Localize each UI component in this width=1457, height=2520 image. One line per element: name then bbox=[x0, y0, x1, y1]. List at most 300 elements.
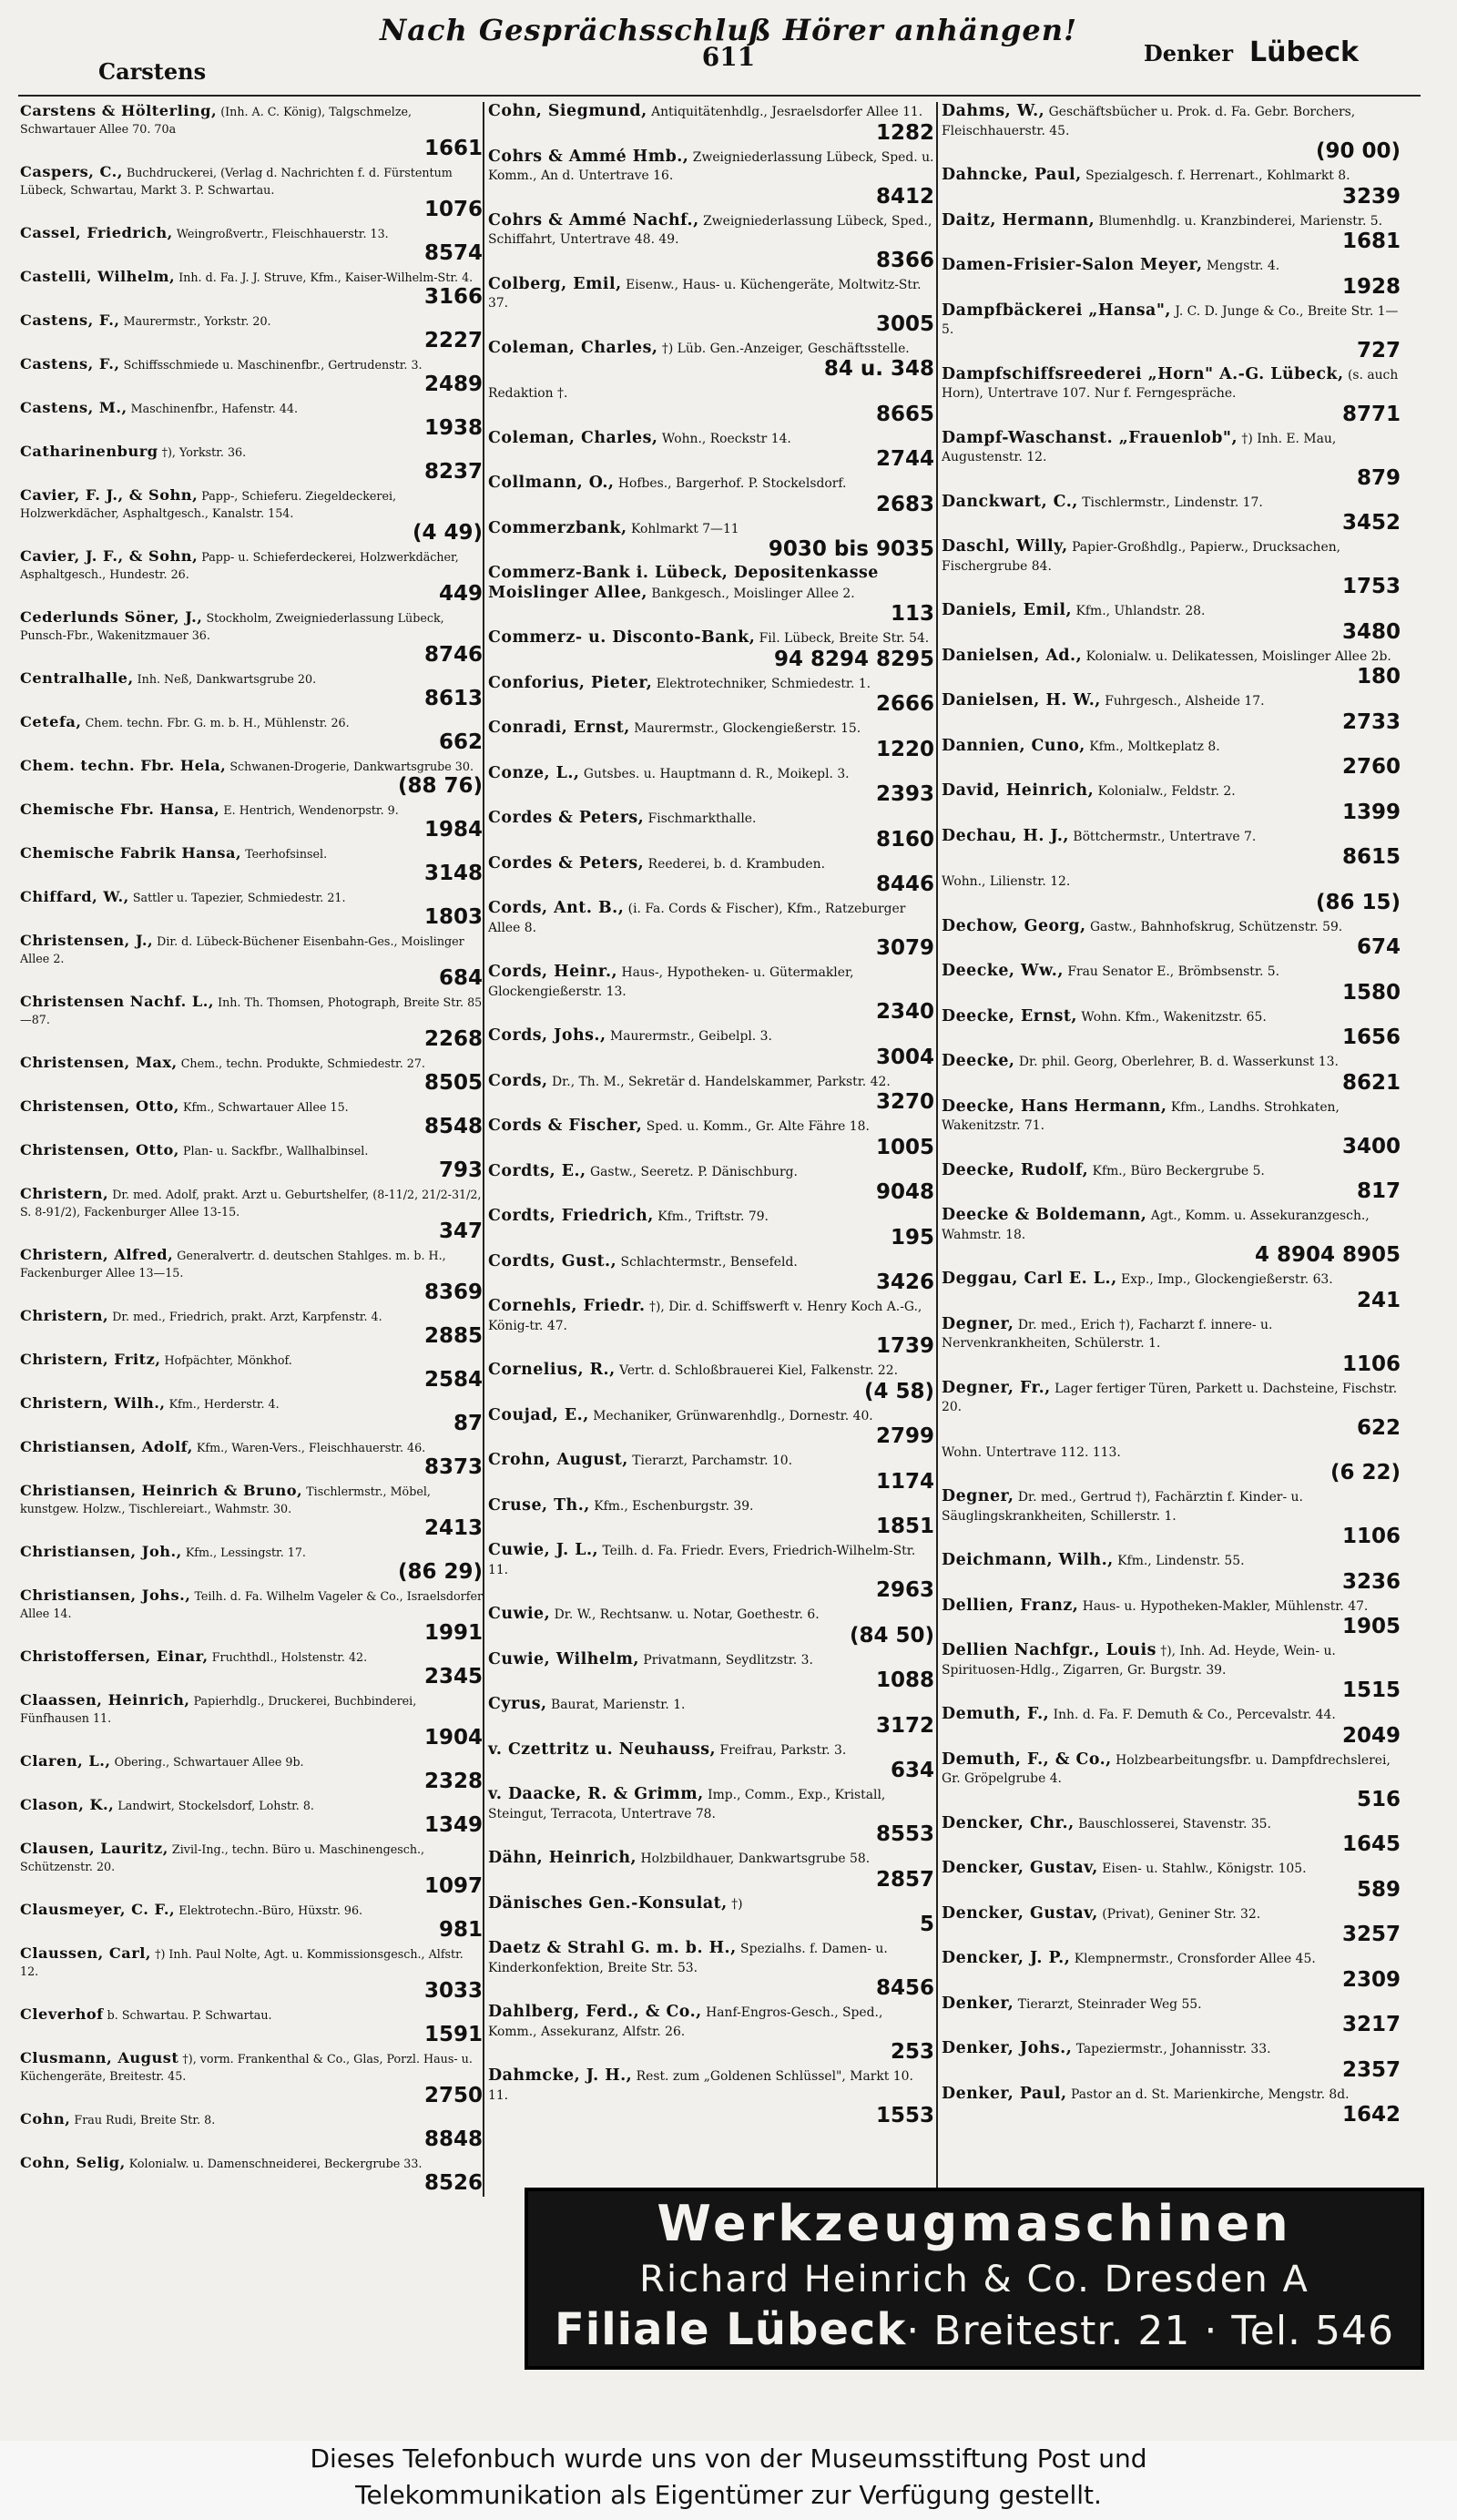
entry-details: Spezialhs. f. Damen- u. Kinderkonfektion, Breite Str. 53. bbox=[488, 1942, 888, 1975]
entry-phone-number: 662 bbox=[438, 730, 483, 754]
entry-details: Elektrotechn.-Büro, Hüxstr. 96. bbox=[178, 1903, 363, 1917]
entry-details: (Privat), Geniner Str. 32. bbox=[1102, 1906, 1261, 1922]
entry-details: Fruchthdl., Holstenstr. 42. bbox=[211, 1650, 368, 1664]
entry-phone-number: 2413 bbox=[423, 1516, 483, 1540]
entry-phone-number: 2227 bbox=[423, 329, 483, 352]
entry-details: Inh. d. Fa. J. J. Struve, Kfm., Kaiser-Wilhelm-Str. 4. bbox=[178, 270, 474, 284]
entry-name: Dampfbäckerei „Hansa", bbox=[942, 301, 1171, 320]
directory-entry bbox=[20, 1901, 483, 1941]
directory-entry bbox=[488, 764, 934, 806]
entry-phone-number: 8456 bbox=[875, 1976, 934, 2000]
entry-name: Cavier, F. J., & Sohn, bbox=[20, 486, 199, 504]
entry-phone-number: 817 bbox=[1356, 1179, 1401, 1203]
entry-name: David, Heinrich, bbox=[942, 781, 1095, 800]
entry-name: Coleman, Charles, bbox=[488, 338, 658, 357]
entry-name: Collmann, O., bbox=[488, 474, 615, 492]
directory-entry bbox=[942, 1705, 1401, 1747]
entry-name: Deecke, Rudolf, bbox=[942, 1160, 1089, 1179]
entry-phone-number: 1553 bbox=[875, 2104, 934, 2127]
entry-phone-number: 3166 bbox=[423, 285, 483, 309]
entry-details: Sattler u. Tapezier, Schmiedestr. 21. bbox=[132, 891, 346, 904]
entry-details: Blumenhdlg. u. Kranzbinderei, Marienstr. 5. bbox=[1098, 213, 1383, 229]
directory-entry bbox=[942, 2085, 1401, 2127]
entry-details: Kfm., Lessingstr. 17. bbox=[185, 1546, 306, 1559]
entry-phone-number: 8446 bbox=[875, 872, 934, 896]
directory-entry bbox=[20, 1543, 483, 1583]
entry-name: Cuwie, Wilhelm, bbox=[488, 1649, 639, 1668]
entry-details: b. Schwartau. P. Schwartau. bbox=[107, 2008, 272, 2022]
entry-name: Cords, Heinr., bbox=[488, 963, 618, 981]
entry-phone-number: 8621 bbox=[1341, 1070, 1401, 1095]
entry-name: Deecke & Boldemann, bbox=[942, 1206, 1147, 1224]
entry-name: Dahncke, Paul, bbox=[942, 166, 1082, 184]
entry-phone-number: (86 15) bbox=[1315, 890, 1401, 914]
entry-name: Demuth, F., & Co., bbox=[942, 1750, 1112, 1769]
entry-name: Commerz- u. Disconto-Bank, bbox=[488, 628, 756, 647]
entry-details: Buchdruckerei, (Verlag d. Nachrichten f. d. Fürstentum Lübeck, Schwartau, Markt 3. P. Schwartau. bbox=[20, 166, 453, 197]
entry-details: Schlachtermstr., Bensefeld. bbox=[620, 1254, 798, 1270]
entry-details: Gastw., Seeretz. P. Dänischburg. bbox=[589, 1164, 798, 1179]
entry-name: Christensen, Otto, bbox=[20, 1141, 179, 1158]
entry-details: Teerhofsinsel. bbox=[245, 847, 328, 861]
entry-phone-number: 347 bbox=[438, 1219, 483, 1243]
entry-details: Reederei, b. d. Krambuden. bbox=[647, 856, 826, 872]
entry-phone-number: 8553 bbox=[875, 1822, 934, 1846]
entry-details: Dr. med., Friedrich, prakt. Arzt, Karpfenstr. 4. bbox=[112, 1310, 382, 1323]
directory-entry bbox=[488, 275, 934, 335]
entry-phone-number: 1681 bbox=[1341, 230, 1401, 253]
entry-details: †), Yorkstr. 36. bbox=[161, 445, 247, 459]
entry-details: Imp., Comm., Exp., Kristall, Steingut, Terracota, Untertrave 78. bbox=[488, 1788, 886, 1821]
entry-details: Tischlermstr., Lindenstr. 17. bbox=[1082, 495, 1263, 510]
entry-name: Castens, M., bbox=[20, 399, 127, 416]
directory-entry bbox=[20, 2049, 483, 2107]
directory-entry bbox=[488, 2066, 934, 2127]
directory-entry bbox=[20, 757, 483, 797]
footer-line-1: Dieses Telefonbuch wurde uns von der Museumsstiftung Post und bbox=[310, 2443, 1147, 2474]
entry-phone-number: 3079 bbox=[875, 936, 934, 960]
entry-name: Coujad, E., bbox=[488, 1405, 589, 1424]
entry-name: v. Czettritz u. Neuhauss, bbox=[488, 1740, 717, 1759]
entry-phone-number: 1349 bbox=[423, 1813, 483, 1837]
entry-name: Crohn, August, bbox=[488, 1451, 628, 1469]
entry-details: Lager fertiger Türen, Parkett u. Dachsteine, Fischstr. 20. bbox=[942, 1381, 1398, 1414]
entry-phone-number: 241 bbox=[1356, 1288, 1401, 1312]
directory-entry bbox=[20, 311, 483, 352]
entry-phone-number: 1984 bbox=[423, 818, 483, 842]
entry-phone-number: (6 22) bbox=[1330, 1461, 1401, 1484]
directory-entry bbox=[488, 564, 934, 625]
entry-details: Kolonialw. u. Damenschneiderei, Beckergrube 33. bbox=[128, 2157, 423, 2170]
column-divider bbox=[936, 102, 938, 2188]
entry-name: Cohn, Siegmund, bbox=[488, 102, 647, 120]
entry-name: Cassel, Friedrich, bbox=[20, 224, 173, 241]
entry-name: Cordts, Friedrich, bbox=[488, 1207, 654, 1225]
entry-details: Hofpächter, Mönkhof. bbox=[164, 1353, 292, 1367]
entry-name: Cords, Johs., bbox=[488, 1026, 606, 1045]
entry-name: Commerzbank, bbox=[488, 518, 627, 537]
directory-entry bbox=[20, 2005, 483, 2046]
entry-phone-number: 2328 bbox=[423, 1770, 483, 1793]
entry-phone-number: 8366 bbox=[875, 248, 934, 272]
entry-phone-number: 3452 bbox=[1341, 511, 1401, 535]
entry-phone-number: 879 bbox=[1356, 465, 1401, 490]
directory-entry bbox=[942, 1904, 1401, 1946]
directory-entry bbox=[942, 962, 1401, 1004]
entry-details: Dr. med., Gertrud †), Fachärztin f. Kinder- u. Säuglingskrankheiten, Schillerstr. 1. bbox=[942, 1490, 1303, 1524]
entry-name: Chemische Fabrik Hansa, bbox=[20, 844, 242, 862]
directory-entry bbox=[488, 963, 934, 1023]
directory-entry bbox=[942, 1814, 1401, 1856]
entry-details: Fil. Lübeck, Breite Str. 54. bbox=[759, 631, 930, 646]
entry-name: Cords & Fischer, bbox=[488, 1117, 643, 1135]
entry-phone-number: 8548 bbox=[423, 1115, 483, 1138]
directory-entry bbox=[488, 1406, 934, 1448]
entry-details: Eisenw., Haus- u. Küchengeräte, Moltwitz-Str. 37. bbox=[488, 277, 922, 311]
entry-name: Dänisches Gen.-Konsulat, bbox=[488, 1893, 728, 1913]
entry-details: Kolonialw. u. Delikatessen, Moislinger Allee 2b. bbox=[1085, 648, 1391, 664]
entry-phone-number: 9030 bis 9035 bbox=[768, 537, 934, 561]
entry-phone-number: 3257 bbox=[1341, 1923, 1401, 1946]
entry-name: Clason, K., bbox=[20, 1796, 115, 1813]
entry-details: Papp- u. Schieferdeckerei, Holzwerkdächer, Asphaltgesch., Hundestr. 26. bbox=[20, 550, 459, 581]
entry-phone-number: 8574 bbox=[423, 241, 483, 265]
entry-name: Clausen, Lauritz, bbox=[20, 1840, 168, 1857]
entry-phone-number: 3480 bbox=[1341, 619, 1401, 644]
entry-details: Rest. zum „Goldenen Schlüssel", Markt 10. 11. bbox=[488, 2069, 913, 2103]
entry-phone-number: 684 bbox=[438, 966, 483, 990]
entry-details: Teilh. d. Fa. Wilhelm Vageler & Co., Israelsdorfer Allee 14. bbox=[20, 1589, 484, 1620]
directory-entry bbox=[20, 1054, 483, 1094]
entry-details: Maurermstr., Geibelpl. 3. bbox=[609, 1029, 772, 1044]
entry-phone-number: 1991 bbox=[423, 1621, 483, 1645]
entry-details: Dr. W., Rechtsanw. u. Notar, Goethestr. 6. bbox=[554, 1607, 820, 1622]
ad-branch bbox=[528, 2304, 1421, 2355]
header-city: Lübeck bbox=[1248, 36, 1359, 68]
entry-phone-number: 981 bbox=[438, 1918, 483, 1942]
entry-name: Cordts, Gust., bbox=[488, 1251, 617, 1270]
entry-details: Wohn., Roeckstr 14. bbox=[661, 431, 791, 446]
entry-phone-number: 1739 bbox=[875, 1334, 934, 1358]
directory-entry bbox=[942, 1487, 1401, 1547]
entry-phone-number: 3426 bbox=[875, 1270, 934, 1294]
entry-phone-number: 2357 bbox=[1341, 2057, 1401, 2082]
entry-details: Dr. phil. Georg, Oberlehrer, B. d. Wasserkunst 13. bbox=[1018, 1055, 1339, 1069]
entry-name: Centralhalle, bbox=[20, 669, 134, 687]
entry-name: Claassen, Heinrich, bbox=[20, 1691, 190, 1709]
entry-details: Hofbes., Bargerhof. P. Stockelsdorf. bbox=[617, 476, 847, 491]
directory-entry bbox=[488, 854, 934, 896]
entry-phone-number: 84 u. 348 bbox=[823, 357, 934, 381]
entry-name: Coleman, Charles, bbox=[488, 428, 658, 447]
entry-details: Frau Rudi, Breite Str. 8. bbox=[74, 2113, 216, 2127]
entry-phone-number: 8505 bbox=[423, 1071, 483, 1095]
entry-details: Kfm., Moltkeplatz 8. bbox=[1089, 739, 1220, 754]
entry-name: Cohrs & Ammé Hmb., bbox=[488, 147, 689, 166]
entry-details: Privatmann, Seydlitzstr. 3. bbox=[643, 1652, 813, 1668]
entry-details: Tierarzt, Parchamstr. 10. bbox=[632, 1454, 793, 1468]
entry-details: E. Hentrich, Wendenorpstr. 9. bbox=[223, 803, 399, 817]
directory-entry bbox=[942, 102, 1401, 162]
entry-name: Commerz-Bank i. Lübeck, Depositenkasse Moislinger Allee, bbox=[488, 564, 879, 602]
directory-entry bbox=[488, 1496, 934, 1538]
entry-details: Dr. med., Erich †), Facharzt f. innere- u. Nervenkrankheiten, Schülerstr. 1. bbox=[942, 1317, 1273, 1351]
entry-details: Chem. techn. Fbr. G. m. b. H., Mühlenstr. 26. bbox=[85, 716, 350, 729]
entry-name: Dahms, W., bbox=[942, 102, 1045, 120]
entry-name: Dampf-Waschanst. „Frauenlob", bbox=[942, 428, 1238, 447]
entry-phone-number: 2309 bbox=[1341, 1967, 1401, 1992]
directory-entry bbox=[488, 1541, 934, 1601]
entry-name: Cederlunds Söner, J., bbox=[20, 608, 203, 626]
entry-phone-number: 4 8904 8905 bbox=[1254, 1243, 1401, 1267]
entry-details: †), Dir. d. Schiffswerft v. Henry Koch A.-G., König-tr. 47. bbox=[488, 1300, 922, 1333]
directory-entry bbox=[942, 493, 1401, 535]
entry-details: Schiffsschmiede u. Maschinenfbr., Gertrudenstr. 3. bbox=[123, 358, 423, 372]
directory-entry bbox=[20, 268, 483, 308]
directory-entry bbox=[20, 1141, 483, 1181]
entry-name: Christern, Fritz, bbox=[20, 1351, 161, 1368]
entry-details: †) Inh. Paul Nolte, Agt. u. Kommissionsgesch., Alfstr. 12. bbox=[20, 1947, 464, 1978]
directory-entry bbox=[20, 2154, 483, 2194]
entry-phone-number: 1753 bbox=[1341, 575, 1401, 598]
directory-entry bbox=[488, 1650, 934, 1692]
entry-name: v. Daacke, R. & Grimm, bbox=[488, 1785, 704, 1803]
entry-details: Zweigniederlassung Lübeck, Sped., Schiffahrt, Untertrave 48. 49. bbox=[488, 213, 932, 247]
directory-entry bbox=[942, 872, 1401, 913]
entry-phone-number: 3400 bbox=[1341, 1134, 1401, 1158]
entry-details: Haus- u. Hypotheken-Makler, Mühlenstr. 47. bbox=[1082, 1598, 1369, 1614]
entry-details: Obering., Schwartauer Allee 9b. bbox=[114, 1755, 304, 1769]
entry-phone-number: 8746 bbox=[423, 643, 483, 667]
entry-phone-number: 2049 bbox=[1341, 1723, 1401, 1748]
directory-entry bbox=[488, 148, 934, 208]
entry-phone-number: 87 bbox=[453, 1412, 483, 1435]
directory-entry bbox=[942, 166, 1401, 208]
entry-details: Holzbildhauer, Dankwartsgrube 58. bbox=[640, 1852, 871, 1866]
directory-entry bbox=[20, 1752, 483, 1792]
entry-phone-number: (84 50) bbox=[849, 1623, 934, 1648]
directory-entry bbox=[942, 429, 1401, 489]
entry-name: Demuth, F., bbox=[942, 1705, 1050, 1723]
entry-name: Dellien, Franz, bbox=[942, 1596, 1079, 1615]
entry-phone-number: 8160 bbox=[875, 827, 934, 852]
entry-phone-number: 2733 bbox=[1341, 709, 1401, 734]
entry-phone-number: 8526 bbox=[423, 2171, 483, 2195]
directory-entry bbox=[488, 1162, 934, 1204]
entry-phone-number: 1076 bbox=[423, 198, 483, 221]
entry-phone-number: 8848 bbox=[423, 2127, 483, 2151]
entry-name: Caspers, C., bbox=[20, 163, 123, 180]
entry-name: Daniels, Emil, bbox=[942, 601, 1073, 619]
entry-name: Deecke, Ww., bbox=[942, 962, 1064, 980]
entry-details: Inh. Neß, Dankwartsgrube 20. bbox=[137, 672, 317, 686]
entry-phone-number: 2340 bbox=[875, 1000, 934, 1024]
entry-details: Dr., Th. M., Sekretär d. Handelskammer, Parkstr. 42. bbox=[552, 1074, 891, 1089]
directory-entry bbox=[942, 1270, 1401, 1311]
entry-name: Colberg, Emil, bbox=[488, 274, 622, 293]
directory-entry bbox=[20, 1185, 483, 1242]
entry-phone-number: 180 bbox=[1356, 665, 1401, 689]
entry-phone-number: 1097 bbox=[423, 1874, 483, 1898]
entry-details: Spezialgesch. f. Herrenart., Kohlmarkt 8. bbox=[1085, 168, 1350, 183]
entry-details: Geschäftsbücher u. Prok. d. Fa. Gebr. Borchers, Fleischhauerstr. 45. bbox=[942, 105, 1356, 138]
entry-name: Denker, Paul, bbox=[942, 2084, 1067, 2103]
directory-entry bbox=[488, 1026, 934, 1068]
entry-phone-number: 2345 bbox=[423, 1665, 483, 1689]
column-1 bbox=[20, 102, 483, 2197]
entry-phone-number: 1642 bbox=[1341, 2103, 1401, 2127]
entry-name: Cohn, Selig, bbox=[20, 2154, 126, 2171]
entry-details: †) bbox=[731, 1896, 743, 1912]
entry-phone-number: 8237 bbox=[423, 460, 483, 484]
directory-entry bbox=[488, 429, 934, 471]
directory-entry bbox=[20, 224, 483, 264]
directory-entry bbox=[942, 1052, 1401, 1094]
entry-details: Schwanen-Drogerie, Dankwartsgrube 30. bbox=[229, 760, 474, 773]
directory-entry bbox=[488, 1297, 934, 1357]
entry-name: Claren, L., bbox=[20, 1752, 111, 1770]
entry-name: Deichmann, Wilh., bbox=[942, 1551, 1114, 1569]
entry-name: Danielsen, Ad., bbox=[942, 646, 1083, 665]
entry-phone-number: (4 58) bbox=[863, 1379, 934, 1403]
header-last-name bbox=[1144, 36, 1359, 68]
entry-details: Haus-, Hypotheken- u. Gütermakler, Glockengießerstr. 13. bbox=[488, 965, 854, 999]
entry-details: Vertr. d. Schloßbrauerei Kiel, Falkenstr. 22. bbox=[619, 1363, 899, 1378]
column-2 bbox=[488, 102, 934, 2197]
entry-details: Zweigniederlassung Lübeck, Sped. u. Komm., An d. Untertrave 16. bbox=[488, 149, 934, 183]
entry-name: Denker, bbox=[942, 1994, 1014, 2013]
entry-phone-number: (88 76) bbox=[397, 774, 483, 798]
entry-name: Conradi, Ernst, bbox=[488, 719, 630, 737]
page-header-title: Nach Gesprächsschluß Hörer anhängen! bbox=[379, 13, 1078, 47]
directory-entry bbox=[20, 1944, 483, 2002]
entry-phone-number: 2584 bbox=[423, 1368, 483, 1392]
directory-entry bbox=[20, 1691, 483, 1749]
entry-name: Cuwie, bbox=[488, 1605, 551, 1623]
directory-entry bbox=[488, 1117, 934, 1158]
entry-name: Christiansen, Heinrich & Bruno, bbox=[20, 1482, 303, 1499]
directory-entry bbox=[942, 647, 1401, 689]
directory-entry bbox=[20, 1351, 483, 1391]
entry-name: Cleverhof bbox=[20, 2005, 104, 2023]
entry-phone-number: 8373 bbox=[423, 1455, 483, 1479]
entry-name: Cornehls, Friedr. bbox=[488, 1297, 646, 1315]
directory-entry bbox=[20, 801, 483, 841]
entry-name: Cords, bbox=[488, 1071, 548, 1090]
entry-details: Exp., Imp., Glockengießerstr. 63. bbox=[1121, 1272, 1333, 1287]
directory-entry bbox=[20, 888, 483, 928]
entry-name: Castens, F., bbox=[20, 311, 120, 329]
entry-details: Kfm., Büro Beckergrube 5. bbox=[1092, 1163, 1265, 1178]
entry-phone-number: 634 bbox=[890, 1759, 934, 1782]
entry-details: Frau Senator E., Brömbsenstr. 5. bbox=[1067, 964, 1280, 979]
entry-details: Kfm., Lindenstr. 55. bbox=[1117, 1554, 1245, 1568]
entry-name: Christiansen, Joh., bbox=[20, 1543, 182, 1560]
directory-entry bbox=[20, 932, 483, 989]
entry-name: Cohn, bbox=[20, 2110, 71, 2127]
entry-details: (i. Fa. Cords & Fischer), Kfm., Ratzeburger Allee 8. bbox=[488, 902, 906, 935]
entry-phone-number: 2885 bbox=[423, 1324, 483, 1348]
directory-entry bbox=[488, 1252, 934, 1294]
entry-phone-number: 1515 bbox=[1341, 1678, 1401, 1702]
entry-details: Zivil-Ing., techn. Büro u. Maschinengesch., Schützenstr. 20. bbox=[20, 1842, 425, 1873]
entry-details: Inh. Th. Thomsen, Photograph, Breite Str. 85—87. bbox=[20, 995, 483, 1026]
entry-phone-number: 516 bbox=[1356, 1787, 1401, 1811]
entry-phone-number: 2489 bbox=[423, 372, 483, 396]
directory-entry bbox=[942, 917, 1401, 959]
directory-entry bbox=[20, 486, 483, 544]
entry-phone-number: 1851 bbox=[875, 1515, 934, 1538]
entry-details: Fuhrgesch., Alsheide 17. bbox=[1105, 694, 1265, 709]
entry-details: (Inh. A. C. König), Talgschmelze, Schwartauer Allee 70. 70a bbox=[20, 105, 413, 136]
directory-entry bbox=[488, 211, 934, 271]
entry-name: Christiansen, Adolf, bbox=[20, 1438, 193, 1455]
directory-entry bbox=[942, 1641, 1401, 1701]
entry-details: Fischmarkthalle. bbox=[647, 811, 757, 826]
directory-entry bbox=[488, 1939, 934, 1999]
directory-entry bbox=[942, 1007, 1401, 1049]
directory-entry bbox=[942, 1379, 1401, 1439]
entry-details: Papier-Großhdlg., Papierw., Drucksachen, Fischergrube 84. bbox=[942, 540, 1341, 574]
directory-entry bbox=[488, 1695, 934, 1737]
entry-phone-number: 1220 bbox=[875, 737, 934, 761]
directory-entry bbox=[20, 443, 483, 483]
directory-entry bbox=[20, 1796, 483, 1836]
entry-name: Cruse, Th., bbox=[488, 1495, 590, 1515]
entry-phone-number: 8771 bbox=[1341, 402, 1401, 426]
entry-name: Christensen, Max, bbox=[20, 1054, 178, 1071]
entry-details: Agt., Komm. u. Assekuranzgesch., Wahmstr. 18. bbox=[942, 1209, 1370, 1242]
entry-phone-number: 5 bbox=[919, 1913, 934, 1936]
entry-details: Kfm., Schwartauer Allee 15. bbox=[182, 1100, 349, 1114]
entry-name: Castelli, Wilhelm, bbox=[20, 268, 176, 285]
ad-headline: Werkzeugmaschinen bbox=[657, 2195, 1292, 2252]
entry-phone-number: 8615 bbox=[1341, 845, 1401, 869]
entry-phone-number: 1005 bbox=[875, 1135, 934, 1159]
entry-phone-number: (86 29) bbox=[397, 1560, 483, 1584]
entry-phone-number: 3239 bbox=[1341, 184, 1401, 209]
directory-entry bbox=[942, 691, 1401, 733]
entry-name: Dechow, Georg, bbox=[942, 916, 1086, 935]
directory-entry bbox=[20, 1307, 483, 1347]
entry-name: Christensen, Otto, bbox=[20, 1097, 179, 1115]
entry-name: Dencker, Gustav, bbox=[942, 1903, 1098, 1923]
entry-details: †), Inh. Ad. Heyde, Wein- u. Spirituosen-Hdlg., Zigarren, Gr. Burgstr. 39. bbox=[942, 1644, 1336, 1678]
entry-phone-number: 3004 bbox=[875, 1045, 934, 1069]
entry-name: Cavier, J. F., & Sohn, bbox=[20, 547, 199, 565]
entry-phone-number: 2393 bbox=[875, 782, 934, 806]
directory-entry bbox=[942, 2039, 1401, 2081]
directory-entry bbox=[942, 827, 1401, 869]
entry-name: Christensen Nachf. L., bbox=[20, 993, 215, 1010]
entry-name: Cordts, E., bbox=[488, 1161, 586, 1180]
directory-entry bbox=[488, 674, 934, 716]
entry-details: Kfm., Waren-Vers., Fleischhauerstr. 46. bbox=[196, 1441, 426, 1454]
directory-entry bbox=[488, 899, 934, 959]
entry-details: †) Lüb. Gen.-Anzeiger, Geschäftsstelle. bbox=[661, 341, 910, 356]
directory-entry bbox=[20, 2110, 483, 2150]
entry-details: Papp-, Schieferu. Ziegeldeckerei, Holzwerkdächer, Asphaltgesch., Kanalstr. 154. bbox=[20, 489, 397, 520]
entry-phone-number: 1106 bbox=[1341, 1352, 1401, 1376]
entry-name: Castens, F., bbox=[20, 355, 120, 372]
entry-name: Conforius, Pieter, bbox=[488, 673, 653, 692]
directory-entry bbox=[488, 1605, 934, 1647]
directory-entry bbox=[488, 2003, 934, 2063]
entry-name: Dencker, Gustav, bbox=[942, 1859, 1098, 1877]
entry-name: Christiansen, Johs., bbox=[20, 1586, 191, 1604]
directory-entry bbox=[942, 1161, 1401, 1203]
entry-phone-number: 3270 bbox=[875, 1090, 934, 1114]
